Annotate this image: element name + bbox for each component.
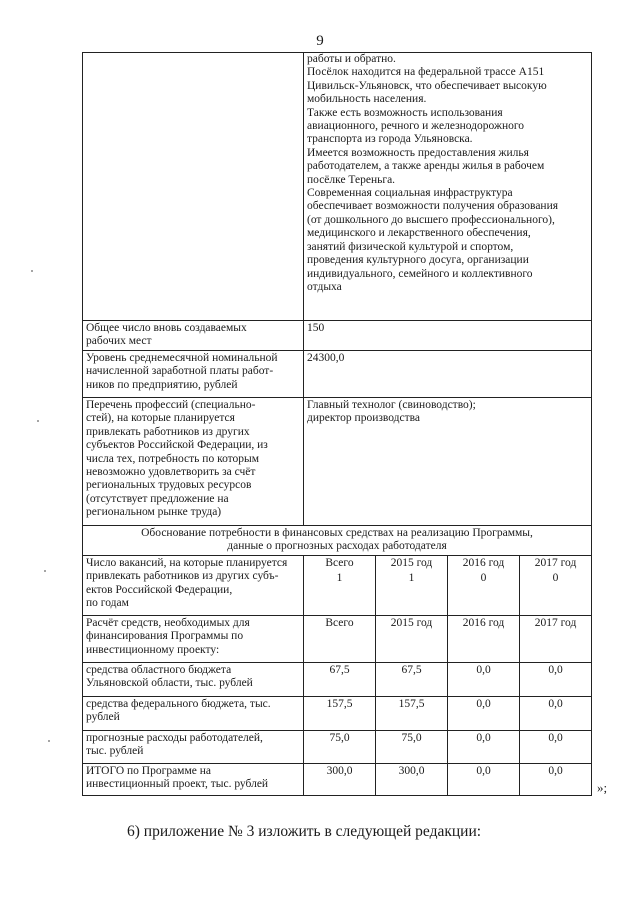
description-line: индивидуального, семейного и коллективного [307, 267, 533, 280]
description-line: Посёлок находится на федеральной трассе А151 [307, 66, 545, 79]
jobs-value: 150 [304, 321, 592, 351]
infrastructure-description [304, 53, 592, 321]
description-line: мобильность населения. [307, 93, 427, 106]
funds-label: Расчёт средств, необходимых для финансирования Программы по инвестиционному проекту: [83, 616, 304, 663]
vacancies-2016 [448, 556, 520, 616]
professions-row [83, 398, 592, 526]
vacancies-2015 [376, 556, 448, 616]
scan-speck [48, 740, 50, 742]
vacancies-row [83, 556, 592, 616]
professions-value: Главный технолог (свиноводство); директор производства [304, 398, 592, 526]
description-line: транспорта из города Ульяновска. [307, 133, 473, 146]
cell-2017: 0,0 [520, 697, 592, 731]
justification-header-row [83, 526, 592, 556]
scan-speck [31, 270, 33, 272]
description-line: работы и обратно. [307, 53, 396, 65]
jobs-label: Общее число вновь создаваемых рабочих мест [83, 321, 304, 351]
cell-2015: 300,0 [376, 764, 448, 796]
header-total: Всего [325, 557, 354, 569]
salary-label: Уровень среднемесячной номинальной начисленной заработной платы работ- ников по предприятию, рублей [83, 351, 304, 398]
justification-header: Обоснование потребности в финансовых средствах на реализацию Программы, данные о прогнозных расходах работодателя [83, 526, 592, 556]
vacancies-total [304, 556, 376, 616]
funds-header-2016: 2016 год [448, 616, 520, 663]
vacancies-2017 [520, 556, 592, 616]
description-line: авиационного, речного и железнодорожного [307, 120, 525, 133]
row-label: ИТОГО по Программе на инвестиционный проект, тыс. рублей [83, 764, 304, 796]
total-row [83, 764, 592, 796]
jobs-row [83, 321, 592, 351]
closing-quote-mark: »; [597, 780, 608, 795]
funds-header-row [83, 616, 592, 663]
scan-speck [44, 570, 46, 572]
header-2016: 2016 год [462, 557, 505, 569]
cell-2015: 157,5 [376, 697, 448, 731]
value-2015: 1 [408, 572, 415, 585]
header-2017: 2017 год [534, 557, 577, 569]
salary-value: 24300,0 [304, 351, 592, 398]
regional-budget-row [83, 663, 592, 697]
program-table [82, 52, 592, 796]
description-line: отдыха [307, 280, 342, 293]
cell-2017: 0,0 [520, 663, 592, 697]
description-line: Современная социальная инфраструктура [307, 187, 513, 200]
continuation-row [83, 53, 592, 321]
salary-row [83, 351, 592, 398]
value-2016: 0 [480, 572, 487, 585]
row-label: прогнозные расходы работодателей, тыс. рублей [83, 731, 304, 764]
description-line: Также есть возможность использования [307, 106, 503, 119]
scan-speck [37, 420, 39, 422]
value-2017: 0 [552, 572, 559, 585]
cell-2017: 0,0 [520, 764, 592, 796]
cell-2016: 0,0 [448, 663, 520, 697]
row-label: средства федерального бюджета, тыс. рублей [83, 697, 304, 731]
federal-budget-row [83, 697, 592, 731]
description-line: Цивильск-Ульяновск, что обеспечивает высокую [307, 79, 547, 92]
description-line: посёлке Тереньга. [307, 173, 396, 186]
cell-total: 157,5 [304, 697, 376, 731]
cell-2016: 0,0 [448, 697, 520, 731]
vacancies-label: Число вакансий, на которые планируется привлекать работников из других субъ- ектов Российской Федерации, по годам [83, 556, 304, 616]
description-line: занятий физической культурой и спортом, [307, 240, 514, 253]
cell-2017: 0,0 [520, 731, 592, 764]
description-line: проведения культурного досуга, организации [307, 254, 529, 267]
description-line: (от дошкольного до высшего профессионального), [307, 213, 555, 226]
description-line: Имеется возможность предоставления жилья [307, 146, 529, 159]
cell-total: 75,0 [304, 731, 376, 764]
description-line: обеспечивает возможности получения образования [307, 200, 559, 213]
amendment-text: 6) приложение № 3 изложить в следующей редакции: [127, 823, 482, 840]
cell-2015: 75,0 [376, 731, 448, 764]
funds-header-2015: 2015 год [376, 616, 448, 663]
funds-header-2017: 2017 год [520, 616, 592, 663]
cell-2016: 0,0 [448, 731, 520, 764]
employer-expenses-row [83, 731, 592, 764]
professions-label: Перечень профессий (специально- стей), на которые планируется привлекать работников из других субъектов Российской Федерации, из числа тех, потребность по которым невозможно удовлетворить за счёт региональных трудовых ресурсов (отсутствует предложение на региональном рынке труда) [83, 398, 304, 526]
header-2015: 2015 год [390, 557, 433, 569]
empty-label-cell [83, 53, 304, 321]
description-line: работодателем, а также аренды жилья в рабочем [307, 160, 545, 173]
cell-2015: 67,5 [376, 663, 448, 697]
funds-header-total: Всего [304, 616, 376, 663]
cell-total: 67,5 [304, 663, 376, 697]
value-total: 1 [336, 572, 343, 585]
cell-total: 300,0 [304, 764, 376, 796]
row-label: средства областного бюджета Ульяновской области, тыс. рублей [83, 663, 304, 697]
description-line: медицинского и лекарственного обеспечения, [307, 227, 531, 240]
cell-2016: 0,0 [448, 764, 520, 796]
page-number: 9 [316, 33, 324, 49]
